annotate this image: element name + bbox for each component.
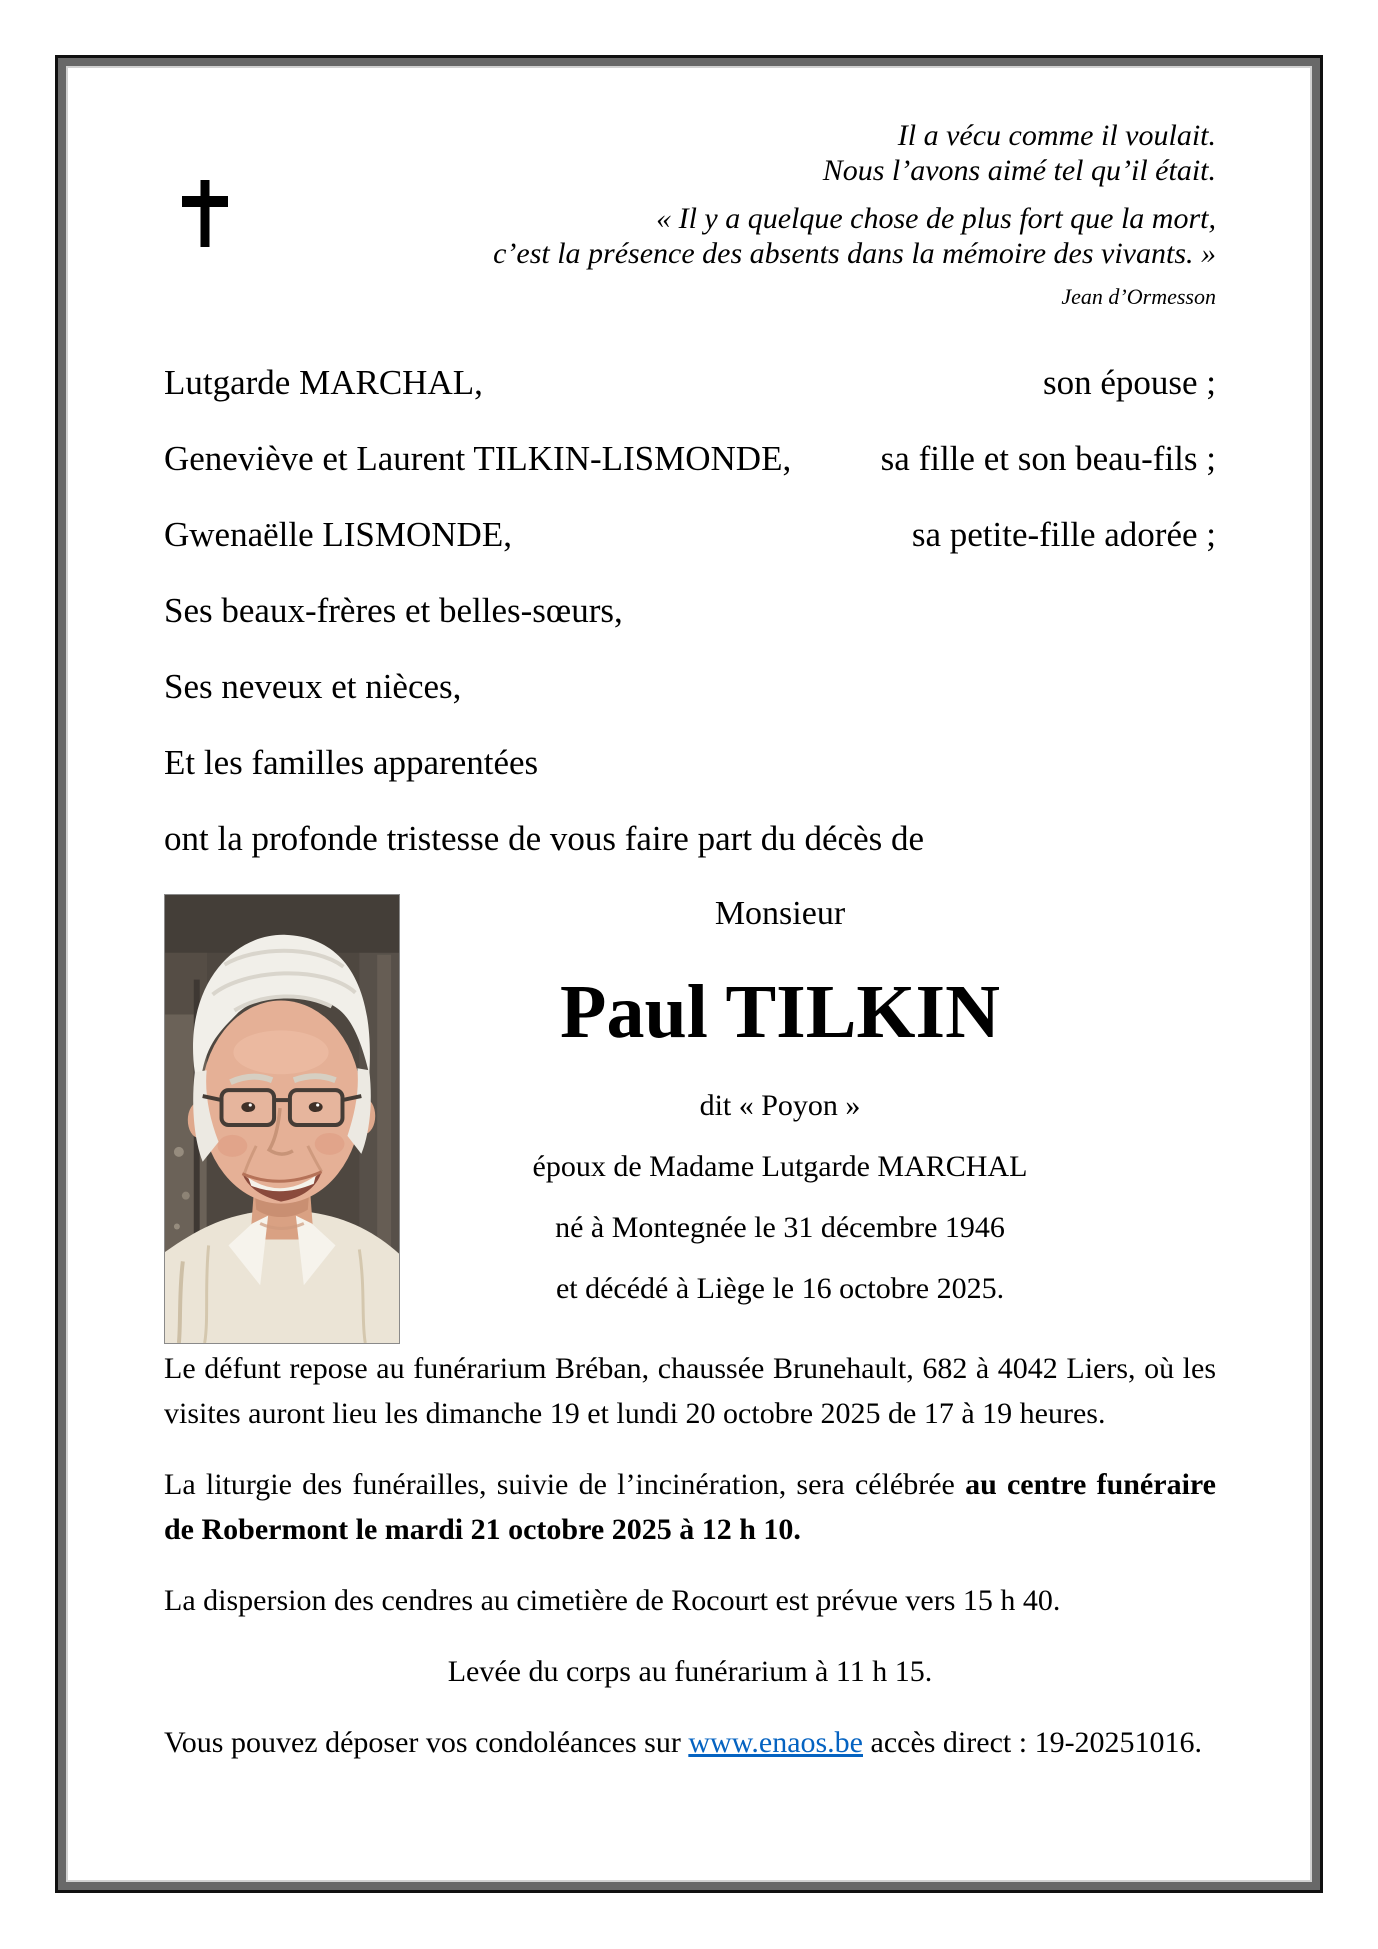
quote-block [164,118,1216,310]
family-row [164,666,1216,708]
family-row [164,438,1216,480]
family-name: Lutgarde MARCHAL, [164,363,483,402]
deceased-name: Paul TILKIN [560,970,1000,1054]
deceased-nickname: dit « Poyon » [699,1089,861,1122]
family-list [164,362,1216,860]
levee-paragraph: Levée du corps au funérarium à 11 h 15. [447,1655,933,1688]
page-frame-outer [55,55,1323,1893]
family-row [164,362,1216,404]
dispersion-paragraph: La dispersion des cendres au cimetière de Rocourt est prévue vers 15 h 40. [164,1584,1061,1617]
family-name: Geneviève et Laurent TILKIN-LISMONDE, [164,439,792,478]
family-relation: sa petite-fille adorée ; [911,515,1216,554]
page-frame-inner [66,66,1312,1882]
condolences-paragraph [164,1720,1216,1765]
family-row [164,590,1216,632]
family-name: Et les familles apparentées [164,743,539,782]
family-name: Ses beaux-frères et belles-sœurs, [164,591,623,630]
deceased-section [164,894,1216,1344]
page-frame-band [58,58,1320,1890]
liturgy-bold-text: au centre funéraire de Robermont le mardi 21 octobre 2025 à 12 h 10. [164,1468,1216,1546]
quote-line-4: c’est la présence des absents dans la mémoire des vivants. » [493,237,1216,270]
quote-line-2: Nous l’avons aimé tel qu’il était. [822,154,1216,187]
condolences-after-text: accès direct : 19-20251016. [863,1726,1203,1759]
announcement-intro: ont la profonde tristesse de vous faire part du décès de [164,819,925,858]
repose-paragraph: Le défunt repose au funérarium Bréban, chaussée Brunehault, 682 à 4042 Liers, où les visites auront lieu les dimanche 19 et lundi 20 octobre 2025 de 17 à 19 heures. [164,1352,1216,1430]
deceased-identity [400,894,1216,1307]
family-relation: son épouse ; [1042,363,1216,402]
header-section [164,118,1216,318]
spouse-line: époux de Madame Lutgarde MARCHAL [532,1150,1028,1183]
family-name: Gwenaëlle LISMONDE, [164,515,512,554]
portrait-photo [164,894,400,1344]
family-row [164,514,1216,556]
liturgy-regular-text: La liturgie des funérailles, suivie de l’incinération, sera célébrée [164,1468,966,1501]
family-name: Ses neveux et nièces, [164,667,462,706]
family-row [164,742,1216,784]
condolences-before-text: Vous pouvez déposer vos condoléances sur [164,1726,689,1759]
deceased-title: Monsieur [714,895,846,932]
death-line: et décédé à Liège le 16 octobre 2025. [555,1272,1005,1305]
cross-icon [182,180,228,247]
quote-line-3: « Il y a quelque chose de plus fort que la mort, [656,202,1216,235]
document-content [68,68,1310,1880]
family-relation: sa fille et son beau-fils ; [880,439,1216,478]
birth-line: né à Montegnée le 31 décembre 1946 [555,1211,1005,1244]
enaos-link[interactable]: www.enaos.be [688,1726,863,1759]
quote-author: Jean d’Ormesson [1061,284,1216,309]
quote-line-1: Il a vécu comme il voulait. [897,119,1216,152]
liturgy-paragraph [164,1462,1216,1552]
